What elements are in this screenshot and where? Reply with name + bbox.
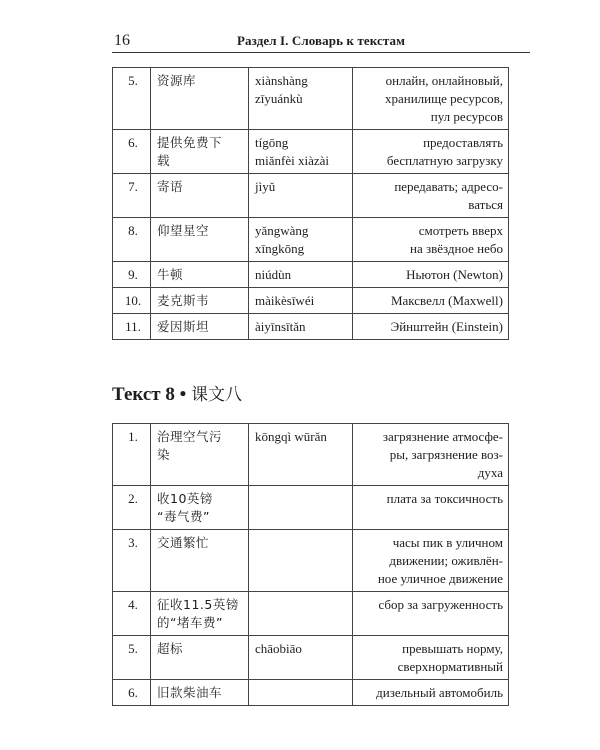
chinese-term: 治理空气污 染 bbox=[151, 424, 249, 486]
pinyin: niúdùn bbox=[249, 262, 353, 288]
section-heading-ru: Текст 8 • bbox=[112, 384, 187, 405]
row-number: 1. bbox=[113, 424, 151, 486]
row-number: 7. bbox=[113, 174, 151, 218]
russian-translation: смотреть вверх на звёздное небо bbox=[353, 218, 509, 262]
table-row bbox=[113, 680, 509, 706]
table-row bbox=[113, 288, 509, 314]
row-number: 3. bbox=[113, 530, 151, 592]
chinese-term: 交通繁忙 bbox=[151, 530, 249, 592]
table-row bbox=[113, 174, 509, 218]
table-row bbox=[113, 262, 509, 288]
table-row bbox=[113, 636, 509, 680]
russian-translation: Максвелл (Maxwell) bbox=[353, 288, 509, 314]
table-row bbox=[113, 486, 509, 530]
row-number: 2. bbox=[113, 486, 151, 530]
chinese-term: 收10英镑 “毒气费” bbox=[151, 486, 249, 530]
russian-translation: онлайн, онлайновый, хранилище ресурсов, пул ресурсов bbox=[353, 68, 509, 130]
row-number: 11. bbox=[113, 314, 151, 340]
running-title: Раздел I. Словарь к текстам bbox=[237, 33, 406, 48]
row-number: 6. bbox=[113, 680, 151, 706]
row-number: 10. bbox=[113, 288, 151, 314]
pinyin: xiànshàng zīyuánkù bbox=[249, 68, 353, 130]
row-number: 6. bbox=[113, 130, 151, 174]
vocabulary-table-1 bbox=[112, 67, 509, 340]
chinese-term: 征收11.5英镑 的“堵车费” bbox=[151, 592, 249, 636]
pinyin: chāobiāo bbox=[249, 636, 353, 680]
russian-translation: часы пик в уличном движении; оживлён- ное уличное движение bbox=[353, 530, 509, 592]
chinese-term: 超标 bbox=[151, 636, 249, 680]
table-row bbox=[113, 424, 509, 486]
russian-translation: плата за токсичность bbox=[353, 486, 509, 530]
row-number: 8. bbox=[113, 218, 151, 262]
vocabulary-table-2 bbox=[112, 423, 509, 706]
chinese-term: 牛顿 bbox=[151, 262, 249, 288]
pinyin bbox=[249, 530, 353, 592]
table-row bbox=[113, 130, 509, 174]
table-row bbox=[113, 218, 509, 262]
russian-translation: передавать; адресо- ваться bbox=[353, 174, 509, 218]
chinese-term: 旧款柴油车 bbox=[151, 680, 249, 706]
pinyin: àiyīnsītǎn bbox=[249, 314, 353, 340]
pinyin bbox=[249, 592, 353, 636]
chinese-term: 爱因斯坦 bbox=[151, 314, 249, 340]
chinese-term: 麦克斯韦 bbox=[151, 288, 249, 314]
pinyin bbox=[249, 680, 353, 706]
row-number: 5. bbox=[113, 636, 151, 680]
chinese-term: 寄语 bbox=[151, 174, 249, 218]
russian-translation: Ньютон (Newton) bbox=[353, 262, 509, 288]
pinyin: màikèsīwéi bbox=[249, 288, 353, 314]
chinese-term: 资源库 bbox=[151, 68, 249, 130]
chinese-term: 提供免费下 载 bbox=[151, 130, 249, 174]
row-number: 9. bbox=[113, 262, 151, 288]
pinyin bbox=[249, 486, 353, 530]
table-row bbox=[113, 592, 509, 636]
pinyin: kōngqì wūrǎn bbox=[249, 424, 353, 486]
row-number: 4. bbox=[113, 592, 151, 636]
pinyin: tígōng miǎnfèi xiàzài bbox=[249, 130, 353, 174]
pinyin: yǎngwàng xīngkōng bbox=[249, 218, 353, 262]
russian-translation: загрязнение атмосфе- ры, загрязнение воз- духа bbox=[353, 424, 509, 486]
section-heading bbox=[112, 380, 242, 406]
russian-translation: дизельный автомобиль bbox=[353, 680, 509, 706]
russian-translation: сбор за загруженность bbox=[353, 592, 509, 636]
russian-translation: Эйнштейн (Einstein) bbox=[353, 314, 509, 340]
chinese-term: 仰望星空 bbox=[151, 218, 249, 262]
russian-translation: превышать норму, сверхнормативный bbox=[353, 636, 509, 680]
table-row bbox=[113, 68, 509, 130]
page-header bbox=[112, 30, 530, 53]
page-number: 16 bbox=[114, 32, 130, 49]
table-row bbox=[113, 314, 509, 340]
russian-translation: предоставлять бесплатную загрузку bbox=[353, 130, 509, 174]
pinyin: jìyǔ bbox=[249, 174, 353, 218]
section-heading-zh: 课文八 bbox=[191, 385, 243, 405]
table-row bbox=[113, 530, 509, 592]
row-number: 5. bbox=[113, 68, 151, 130]
